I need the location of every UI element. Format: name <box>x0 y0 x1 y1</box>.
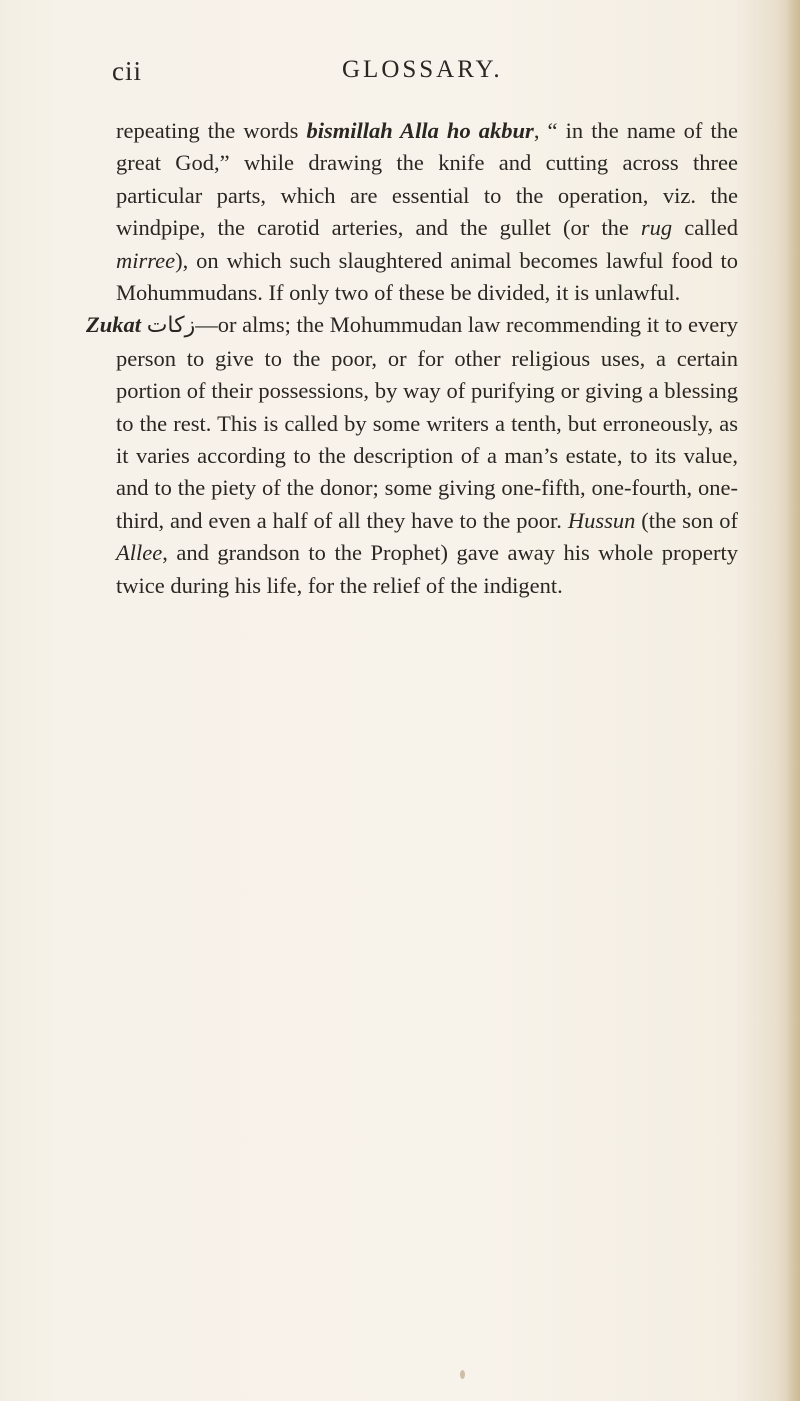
text-segment: —or alms; the Mohummudan law recommending it to every person to give to the poor, or for other religious uses, a certain portion of their possessions, by way of purifying or giving a blessing to the rest. This is called by some writers a tenth, but erroneously, as it varies according to the description of a man’s estate, to its value, and to the piety of the donor; some giving one-fifth, one-fourth, one-third, and even a half of all they have to the poor. <box>116 312 739 533</box>
text-segment: mirree <box>116 247 176 273</box>
glossary-entry-zukat <box>86 309 738 602</box>
text-segment: , “ in the name of the great God,” while drawing the knife and cutting across three particular parts, which are essential to the operation, viz. the windpipe, the carotid arteries, and the gullet (or the <box>116 118 738 241</box>
text-segment: bismillah Alla ho akbur <box>306 118 534 143</box>
running-title: GLOSSARY. <box>342 56 503 83</box>
glossary-body <box>86 115 739 602</box>
text-segment: Hussun <box>567 507 636 533</box>
running-head <box>112 56 752 96</box>
text-segment: Allee <box>116 540 163 566</box>
text-segment: repeating the words <box>116 118 307 143</box>
text-segment: , and grandson to the Prophet) gave away his whole property twice during his life, for the relief of the indigent. <box>116 540 738 598</box>
text-segment: rug <box>640 215 673 241</box>
text-segment: called <box>672 215 738 241</box>
paper-speck <box>460 1370 465 1379</box>
page-edge-shadow <box>786 0 800 1401</box>
text-segment: (the son of <box>635 507 739 533</box>
entry-headword: Zukat <box>86 312 142 338</box>
continued-entry <box>116 115 738 309</box>
page-number: cii <box>112 56 142 86</box>
entry-arabic-term: زكات <box>146 313 196 339</box>
text-segment: ), on which such slaughtered animal becomes lawful food to Mohummudans. If only two of these be divided, it is unlawful. <box>116 247 738 306</box>
